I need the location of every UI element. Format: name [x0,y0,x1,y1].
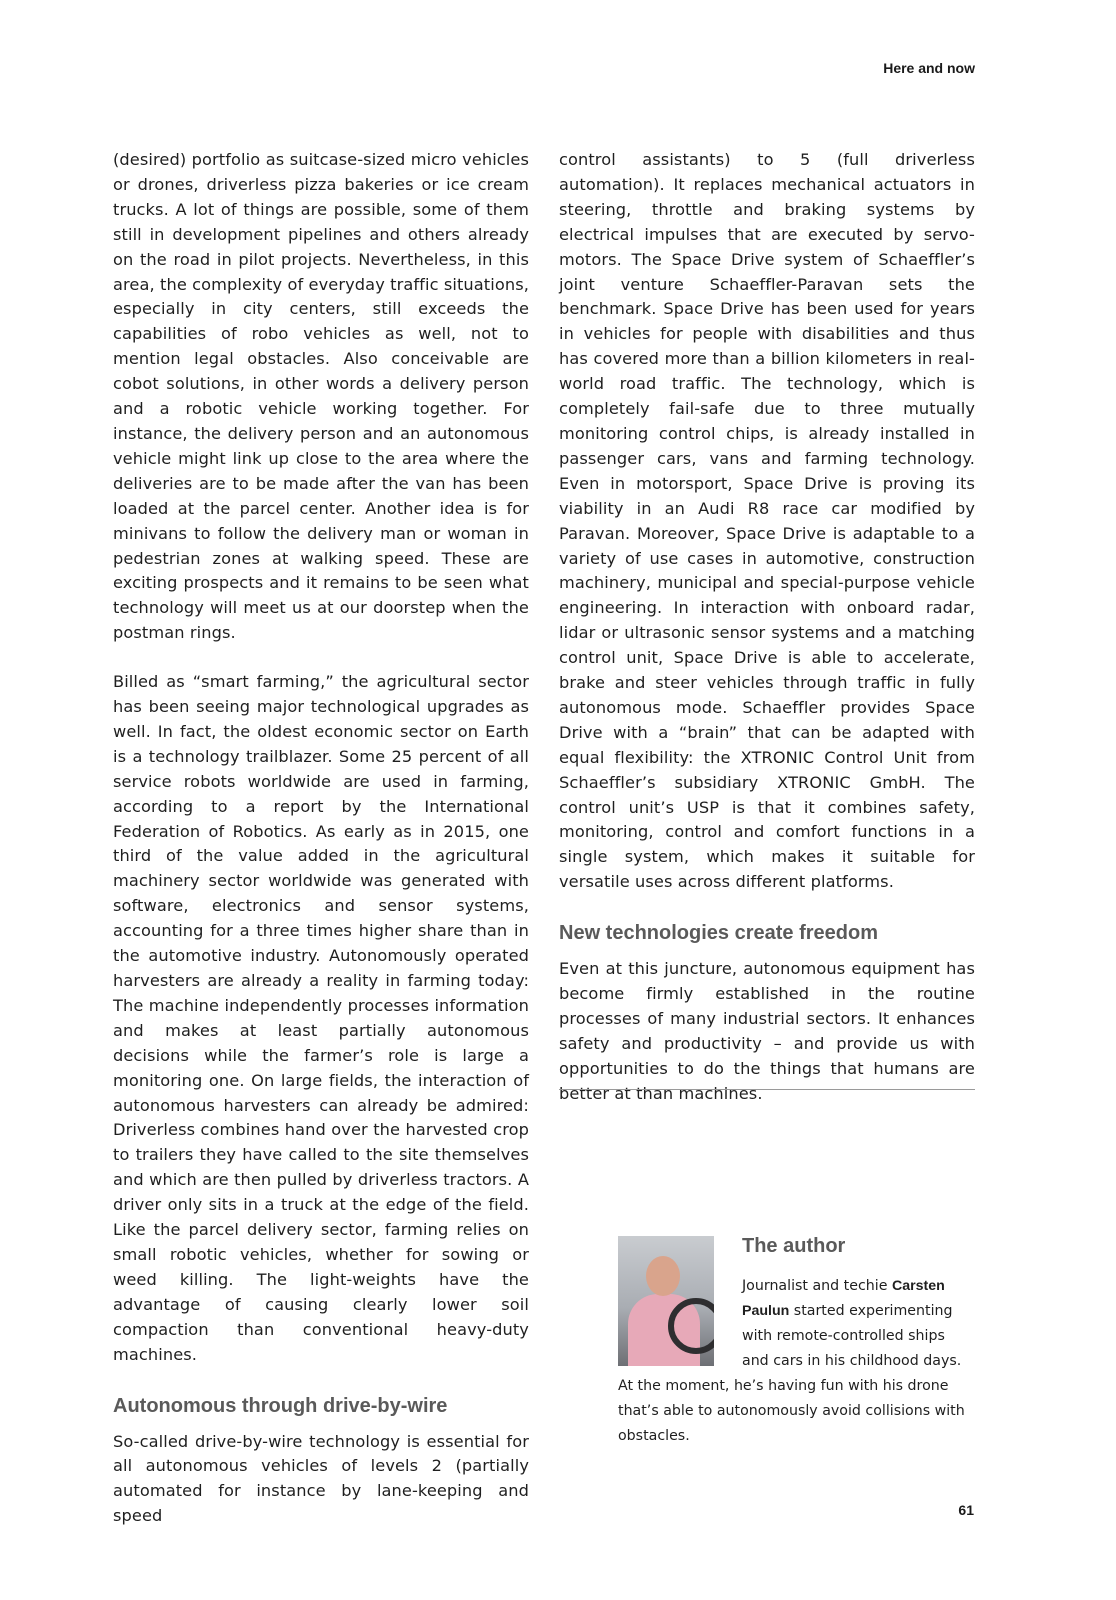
body-paragraph: Billed as “smart farming,” the agricultural sector has been seeing major technological upgrades as well. In fact, the oldest economic sector on Earth is a technology trailblazer. Some 25 percent of all service robots worldwide are used in farming, according to a report by the International Federation of Robotics. As early as in 2015, one third of the value added in the agricultural machinery sector worldwide was generated with software, electronics and sensor systems, accounting for a three times higher share than in the automotive industry. Autonomously operated harvesters are already a reality in farming today: The machine independently processes information and makes at least partially autonomous decisions while the farmer’s role is large a monitoring one. On large fields, the interaction of autonomous harvesters can already be admired: Driverless combines hand over the harvested crop to trailers they have called to the site themselves and which are then pulled by driverless tractors. A driver only sits in a truck at the edge of the field. Like the parcel delivery sector, farming relies on small robotic vehicles, whether for sowing or weed killing. The light-weights have the advantage of causing clearly lower soil compaction than conventional heavy-duty machines. [113,672,529,1364]
section-heading: Autonomous through drive-by-wire [113,1394,448,1417]
body-paragraph: control assistants) to 5 (full driverless automation). It replaces mechanical actuators in steering, throttle and braking systems by electrical impulses that are executed by servo-motors. The Space Drive system of Schaeffler’s joint venture Schaeffler-Paravan sets the benchmark. Space Drive has been used for years in vehicles for people with disabilities and thus has covered more than a billion kilometers in real-world road traffic. The technology, which is completely fail-safe due to three mutually monitoring control chips, is already installed in passenger cars, vans and farming technology. Even in motorsport, Space Drive is proving its viability in an Audi R8 race car modified by Paravan. Moreover, Space Drive is adaptable to a variety of use cases in automotive, construction machinery, municipal and special-purpose vehicle engineering. In interaction with onboard radar, lidar or ultrasonic sensor systems and a matching control unit, Space Drive is able to accelerate, brake and steer vehicles through traffic in fully autonomous mode. Schaeffler provides Space Drive with a “brain” that can be adapted with equal flexibility: the XTRONIC Control Unit from Schaeffler’s subsidiary XTRONIC GmbH. The control unit’s USP is that it combines safety, monitoring, control and comfort functions in a single system, which makes it suitable for versatile uses across different platforms. [559,150,975,892]
body-paragraph: (desired) portfolio as suitcase-sized micro vehicles or drones, driverless pizza bakeries or ice cream trucks. A lot of things are possible, some of them still in development pipelines and others already on the road in pilot projects. Nevertheless, in this area, the complexity of everyday traffic situations, especially in city centers, still exceeds the capabilities of robo vehicles as well, not to mention legal obstacles. Also conceivable are cobot solutions, in other words a delivery person and a robotic vehicle working together. For instance, the delivery person and an autonomous vehicle might link up close to the area where the deliveries are to be made after the van has been loaded at the parcel center. Another idea is for minivans to follow the delivery man or woman in pedestrian zones at walking speed. These are exciting prospects and it remains to be seen what technology will meet us at our doorstep when the postman rings. [113,150,529,643]
page-number: 61 [958,1502,974,1518]
left-column [113,148,529,1553]
author-intro: Journalist and techie [742,1278,892,1294]
section-heading: New technologies create freedom [559,922,878,945]
running-head: Here and now [883,60,975,76]
author-photo [618,1236,714,1366]
author-bio-text: started experimenting with remote-controlled ships and cars in his childhood days. At the moment, he’s having fun with his drone that’s able to autonomously avoid collisions with obstacles. [618,1303,965,1444]
author-heading: The author [742,1235,846,1257]
right-column [559,148,975,1131]
author-name: Carsten Paulun [742,1278,945,1319]
body-paragraph: So-called drive-by-wire technology is essential for all autonomous vehicles of levels 2 (partially automated for instance by lane-keeping and speed [113,1431,529,1526]
body-paragraph: Even at this juncture, autonomous equipment has become firmly established in the routine processes of many industrial sectors. It enhances safety and productivity – and provide us with opportunities to do the things that humans are better at than machines. [559,959,975,1103]
divider [559,1089,975,1090]
author-box [618,1232,968,1449]
